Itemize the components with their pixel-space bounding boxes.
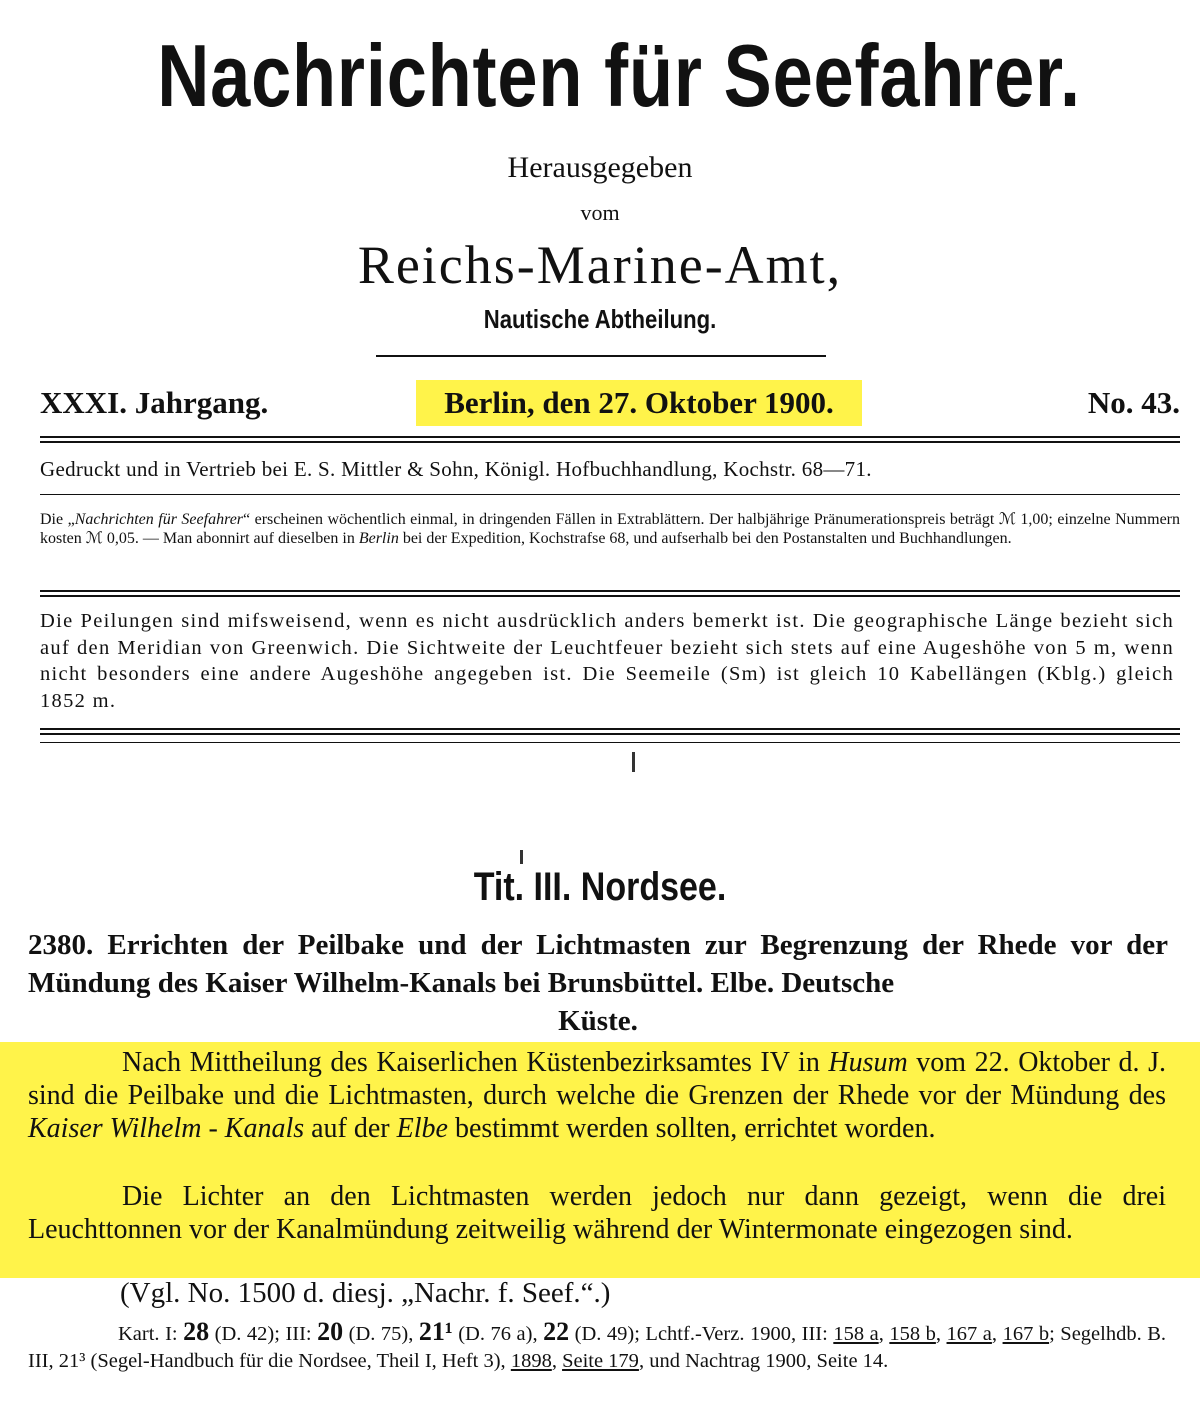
- issue-number: No. 43.: [1087, 385, 1180, 420]
- published-by: Herausgegeben: [507, 151, 693, 184]
- double-rule-3: [40, 590, 1180, 597]
- article-paragraph-1: Nach Mittheilung des Kaiserlichen Küstenbezirksamtes IV in Husum vom 22. Oktober d. J. sind die Peilbake und die Lichtmasten, durch welche die Grenzen der Rhede vor der Mündung des Kaiser Wilhelm - Kanals auf der Elbe bestimmt werden sollten, errichtet worden.: [28, 1047, 1166, 1144]
- article-paragraph-2: Die Lichter an den Lichtmasten werden jedoch nur dann gezeigt, wenn die drei Leuchttonnen vor der Kanalmündung zeitweilig während der Wintermonate eingezogen sind.: [28, 1181, 1166, 1245]
- department-name: Nautische Abtheilung.: [483, 304, 717, 334]
- crease-speck: [632, 752, 635, 772]
- subscription-text: Die „Nachrichten für Seefahrer“ erscheinen wöchentlich einmal, in dringenden Fällen in Extrablättern. Der halbjährige Pränumerationspreis beträgt ℳ 1,00; einzelne Nummern kosten ℳ 0,05. — Man abonnirt auf dieselben in Berlin bei der Expedition, Kochstrafse 68, und aufserhalb bei den Postanstalten und Buchhandlungen.: [40, 511, 1180, 547]
- masthead-divider: [376, 355, 826, 357]
- rule-2: [40, 494, 1180, 495]
- volume-label: XXXI. Jahrgang.: [40, 385, 269, 420]
- bearing-notice: Die Peilungen sind mifsweisend, wenn es nicht ausdrücklich anders bemerkt ist. Die geographische Länge bezieht sich auf den Meridian von Greenwich. Die Sichtweite der Leuchtfeuer bezieht sich stets auf eine Augeshöhe von 5 m, wenn nicht besonders eine andere Augeshöhe angegeben ist. Die Seemeile (Sm) ist gleich 10 Kabellängen (Kblg.) gleich 1852 m.: [40, 610, 1174, 712]
- reference-note: (Vgl. No. 1500 d. diesj. „Nachr. f. Seef.“.): [120, 1277, 611, 1309]
- office-name: Reichs-Marine-Amt,: [357, 235, 843, 295]
- from-word: vom: [580, 200, 620, 225]
- double-rule-1: [40, 436, 1180, 443]
- masthead-title: Nachrichten für Seefahrer.: [157, 26, 1081, 125]
- double-rule-4: [40, 728, 1180, 735]
- printer-line: Gedruckt und in Vertrieb bei E. S. Mittler & Sohn, Königl. Hofbuchhandlung, Kochstr. 68—71.: [40, 457, 872, 481]
- issue-date-highlight: Berlin, den 27. Oktober 1900.: [416, 380, 862, 426]
- rule-4b: [40, 742, 1180, 743]
- dateline: [40, 380, 1180, 426]
- chart-references: Kart. I: 28 (D. 42); III: 20 (D. 75), 21¹ (D. 76 a), 22 (D. 49); Lchtf.-Verz. 1900, III: 158 a, 158 b, 167 a, 167 b; Segelhdb. B. III, 21³ (Segel-Handbuch für die Nordsee, Theil I, Heft 3), 1898, Seite 179, und Nachtrag 1900, Seite 14.: [28, 1317, 1167, 1372]
- section-title: Tit. III. Nordsee.: [473, 865, 727, 909]
- article-heading: 2380. Errichten der Peilbake und der Lichtmasten zur Begrenzung der Rhede vor der Mündung des Kaiser Wilhelm-Kanals bei Brunsbüttel. Elbe. Deutsche Küste.: [28, 929, 1168, 1037]
